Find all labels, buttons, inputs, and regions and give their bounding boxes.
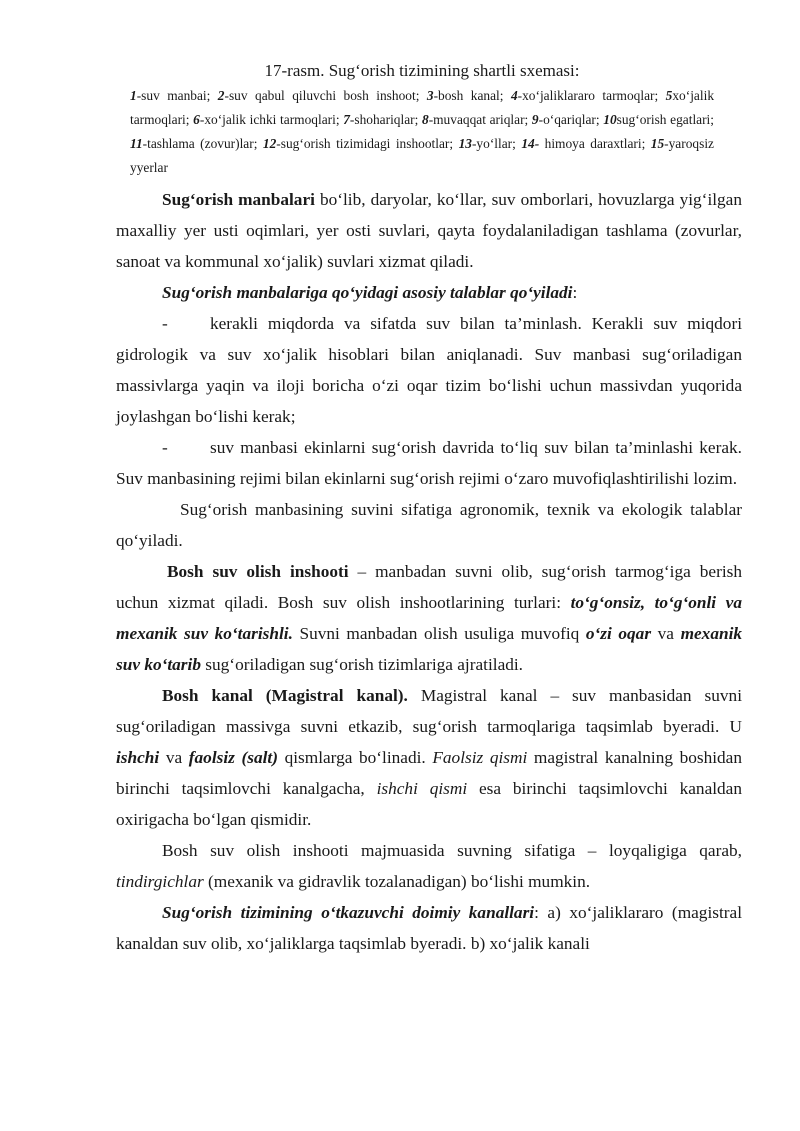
- term-mechanical-lift: mexanik suv ko‘tarib: [116, 624, 743, 674]
- paragraph-text: va: [159, 748, 189, 767]
- figure-caption-legend: [130, 84, 714, 180]
- paragraph-text: Suvni manbadan olish usuliga muvofiq: [292, 624, 586, 643]
- legend-number: 5: [665, 88, 673, 103]
- paragraph-text: (mexanik va gidravlik tozalanadigan) bo‘lishi mumkin.: [203, 872, 591, 891]
- legend-number: 15: [650, 136, 665, 151]
- figure-caption-title: 17-rasm. Sug‘orish tizimining shartli sxemasi:: [264, 61, 580, 80]
- term-gravity: o‘zi oqar: [585, 624, 652, 643]
- paragraph-settling-basins: [116, 835, 742, 897]
- paragraph-text: sug‘oriladigan sug‘orish tizimlariga ajratiladi.: [200, 655, 523, 674]
- paragraph-text: magistral kanalning boshidan birinchi taqsimlovchi kanalgacha,: [116, 748, 742, 798]
- paragraph-irrigation-sources: [116, 184, 742, 277]
- legend-number: 6: [193, 112, 200, 127]
- paragraph-head-intake: [116, 556, 742, 680]
- list-item-text: suv manbasi ekinlarni sug‘orish davrida to‘liq suv bilan ta’minlashi kerak. Suv manbasining rejimi bilan ekinlarni sug‘orish rejimi o‘zaro muvofiqlashtirilishi lozim.: [116, 438, 742, 488]
- list-item-text: kerakli miqdorda va sifatda suv bilan ta’minlash. Kerakli suv miqdori gidrologik va suv xo‘jalik hisoblari bilan aniqlanadi. Suv manbasi sug‘oriladigan massivlarga yaqin va iloji boricha o‘zi oqar tizim bo‘lishi uchun massivdan yuqorida joylashgan bo‘lishi kerak;: [116, 314, 742, 426]
- legend-text: -yaroqsiz yyerlar: [130, 136, 714, 175]
- list-item-requirement-2: [116, 432, 742, 494]
- legend-text: -xo‘jaliklararo tarmoqlar;: [517, 88, 666, 103]
- term-irrigation-sources: Sug‘orish manbalari: [162, 190, 315, 209]
- legend-text: -o‘qariqlar;: [538, 112, 604, 127]
- term-intake-types: to‘g‘onsiz, to‘g‘onli va mexanik suv ko‘tarishli.: [116, 593, 742, 643]
- legend-text: xo‘jalik tarmoqlari;: [130, 88, 715, 127]
- legend-number: 13: [458, 136, 472, 151]
- legend-number: 8: [421, 112, 429, 127]
- legend-number: 11: [130, 136, 143, 151]
- legend-number: 3: [426, 88, 434, 103]
- legend-number: 12: [262, 136, 277, 151]
- term-working-part: ishchi qismi: [376, 779, 468, 798]
- legend-number: 9: [531, 112, 539, 127]
- legend-text: -suv qabul qiluvchi bosh inshoot;: [224, 88, 427, 103]
- legend-text: himoya daraxtlari;: [539, 136, 651, 151]
- term-inactive: faolsiz (salt): [188, 748, 278, 767]
- legend-number: 10: [603, 112, 617, 127]
- list-item-requirement-1: [116, 308, 742, 432]
- legend-text: -bosh kanal;: [433, 88, 511, 103]
- paragraph-text: qismlarga bo‘linadi.: [277, 748, 433, 767]
- paragraph-text: :: [572, 283, 578, 302]
- paragraph-water-quality: Sug‘orish manbasining suvini sifatiga agronomik, texnik va ekologik talablar qo‘yiladi.: [116, 500, 742, 550]
- legend-number: 2: [217, 88, 225, 103]
- term-head-intake: Bosh suv olish inshooti: [167, 562, 349, 581]
- paragraph-text: Magistral kanal – suv manbasidan suvni sug‘oriladigan massivga suvni etkazib, sug‘orish tarmoqlariga taqsimlab byeradi. U: [116, 686, 742, 736]
- list-dash: -: [162, 438, 168, 457]
- term-working: ishchi: [116, 748, 160, 767]
- legend-number: 7: [343, 112, 350, 127]
- term-permanent-canals: Sug‘orish tizimining o‘tkazuvchi doimiy kanallari: [162, 903, 535, 922]
- paragraph-text: Bosh suv olish inshooti majmuasida suvning sifatiga – loyqaligiga qarab,: [162, 841, 742, 860]
- legend-number: 14-: [521, 136, 540, 151]
- legend-text: -muvaqqat ariqlar;: [428, 112, 532, 127]
- legend-text: -sug‘orish tizimidagi inshootlar;: [276, 136, 459, 151]
- legend-text: -suv manbai;: [136, 88, 218, 103]
- legend-text: -xo‘jalik ichki tarmoqlari;: [199, 112, 344, 127]
- paragraph-main-canal: [116, 680, 742, 835]
- list-dash: -: [162, 314, 168, 333]
- legend-number: 4: [510, 88, 518, 103]
- paragraph-text: bo‘lib, daryolar, ko‘llar, suv omborlari, hovuzlarga yig‘ilgan maxalliy yer usti oqimlari, yer osti suvlari, qayta foydalaniladigan tashlama (zovurlar, sanoat va kommunal xo‘jalik) suvlari xizmat qiladi.: [116, 190, 742, 271]
- legend-text: -yo‘llar;: [471, 136, 522, 151]
- term-inactive-part: Faolsiz qismi: [432, 748, 528, 767]
- paragraph-text: – manbadan suvni olib, sug‘orish tarmog‘iga berish uchun xizmat qiladi. Bosh suv olish inshootlarining turlari:: [116, 562, 742, 612]
- legend-text: -tashlama (zovur)lar;: [142, 136, 263, 151]
- legend-number: 1: [130, 88, 137, 103]
- legend-text: sug‘orish egatlari;: [616, 112, 715, 127]
- paragraph-text: : a) xo‘jaliklararo (magistral kanaldan suv olib, xo‘jaliklarga taqsimlab byeradi. b) xo‘jalik kanali: [116, 903, 742, 953]
- legend-text: -shohariqlar;: [349, 112, 422, 127]
- term-settling-basins: tindirgichlar: [116, 872, 204, 891]
- paragraph-permanent-canals: [116, 897, 742, 959]
- paragraph-requirements-heading: [116, 277, 742, 308]
- paragraph-text: esa birinchi taqsimlovchi kanaldan oxirigacha bo‘lgan qismidir.: [116, 779, 742, 829]
- paragraph-text: va: [651, 624, 681, 643]
- term-requirements: Sug‘orish manbalariga qo‘yidagi asosiy talablar qo‘yiladi: [162, 283, 573, 302]
- term-main-canal: Bosh kanal (Magistral kanal).: [162, 686, 408, 705]
